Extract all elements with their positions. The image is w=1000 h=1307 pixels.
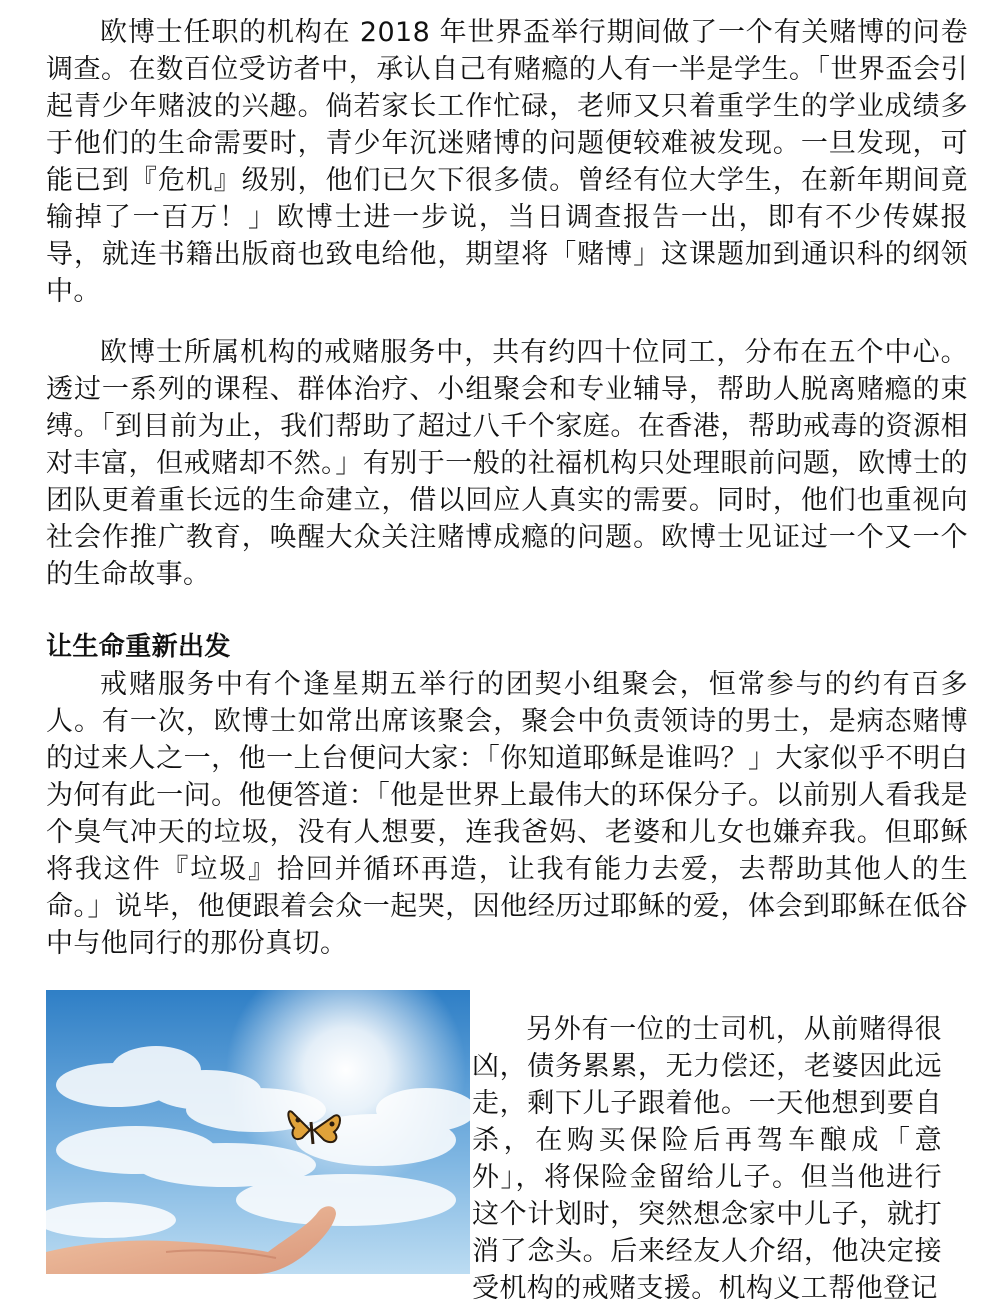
paragraph-fellowship: 戒赌服务中有个逢星期五举行的团契小组聚会，恒常参与的约有百多人。有一次，欧博士如常出席该聚会，聚会中负责领诗的男士，是病态赌博的过来人之一，他一上台便问大家：「你知道耶稣是谁吗？」大家似乎不明白为何有此一问。他便答道：「他是世界上最伟大的环保分子。以前别人看我是个臭气冲天的垃圾，没有人想要，连我爸妈、老婆和儿女也嫌弃我。但耶稣将我这件『垃圾』拾回并循环再造，让我有能力去爱，去帮助其他人的生命。」说毕，他便跟着会众一起哭，因他经历过耶稣的爱，体会到耶稣在低谷中与他同行的那份真切。 bbox=[46, 669, 968, 959]
butterfly-hand-photo bbox=[46, 990, 470, 1274]
section-heading: 让生命重新出发 bbox=[46, 632, 231, 662]
article-page bbox=[46, 14, 968, 1304]
paragraph-survey: 欧博士任职的机构在 2018 年世界盃举行期间做了一个有关赌博的问卷调查。在数百位受访者中，承认自己有赌瘾的人有一半是学生。「世界盃会引起青少年赌波的兴趣。倘若家长工作忙碌，老师又只着重学生的学业成绩多于他们的生命需要时，青少年沉迷赌博的问题便较难被发现。一旦发现，可能已到『危机』级别，他们已欠下很多债。曾经有位大学生，在新年期间竟输掉了一百万！」欧博士进一步说，当日调查报告一出，即有不少传媒报导，就连书籍出版商也致电给他，期望将「赌博」这课题加到通识科的纲领中。 bbox=[46, 17, 968, 307]
image-text-block bbox=[46, 984, 968, 1304]
paragraph-service: 欧博士所属机构的戒赌服务中，共有约四十位同工，分布在五个中心。透过一系列的课程、群体治疗、小组聚会和专业辅导，帮助人脱离赌瘾的束缚。「到目前为止，我们帮助了超过八千个家庭。在香港，帮助戒毒的资源相对丰富，但戒赌却不然。」有别于一般的社福机构只处理眼前问题，欧博士的团队更着重长远的生命建立，借以回应人真实的需要。同时，他们也重视向社会作推广教育，唤醒大众关注赌博成瘾的问题。欧博士见证过一个又一个的生命故事。 bbox=[46, 337, 968, 590]
paragraph-taxi-driver: 另外有一位的士司机，从前赌得很凶，债务累累，无力偿还，老婆因此远走，剩下儿子跟着他。一天他想到要自杀，在购买保险后再驾车酿成「意外」，将保险金留给儿子。但当他进行这个计划时，突然想念家中儿子，就打消了念头。后来经友人介绍，他决定接受机构的戒赌支援。机构义工帮他登记 bbox=[472, 1014, 942, 1304]
